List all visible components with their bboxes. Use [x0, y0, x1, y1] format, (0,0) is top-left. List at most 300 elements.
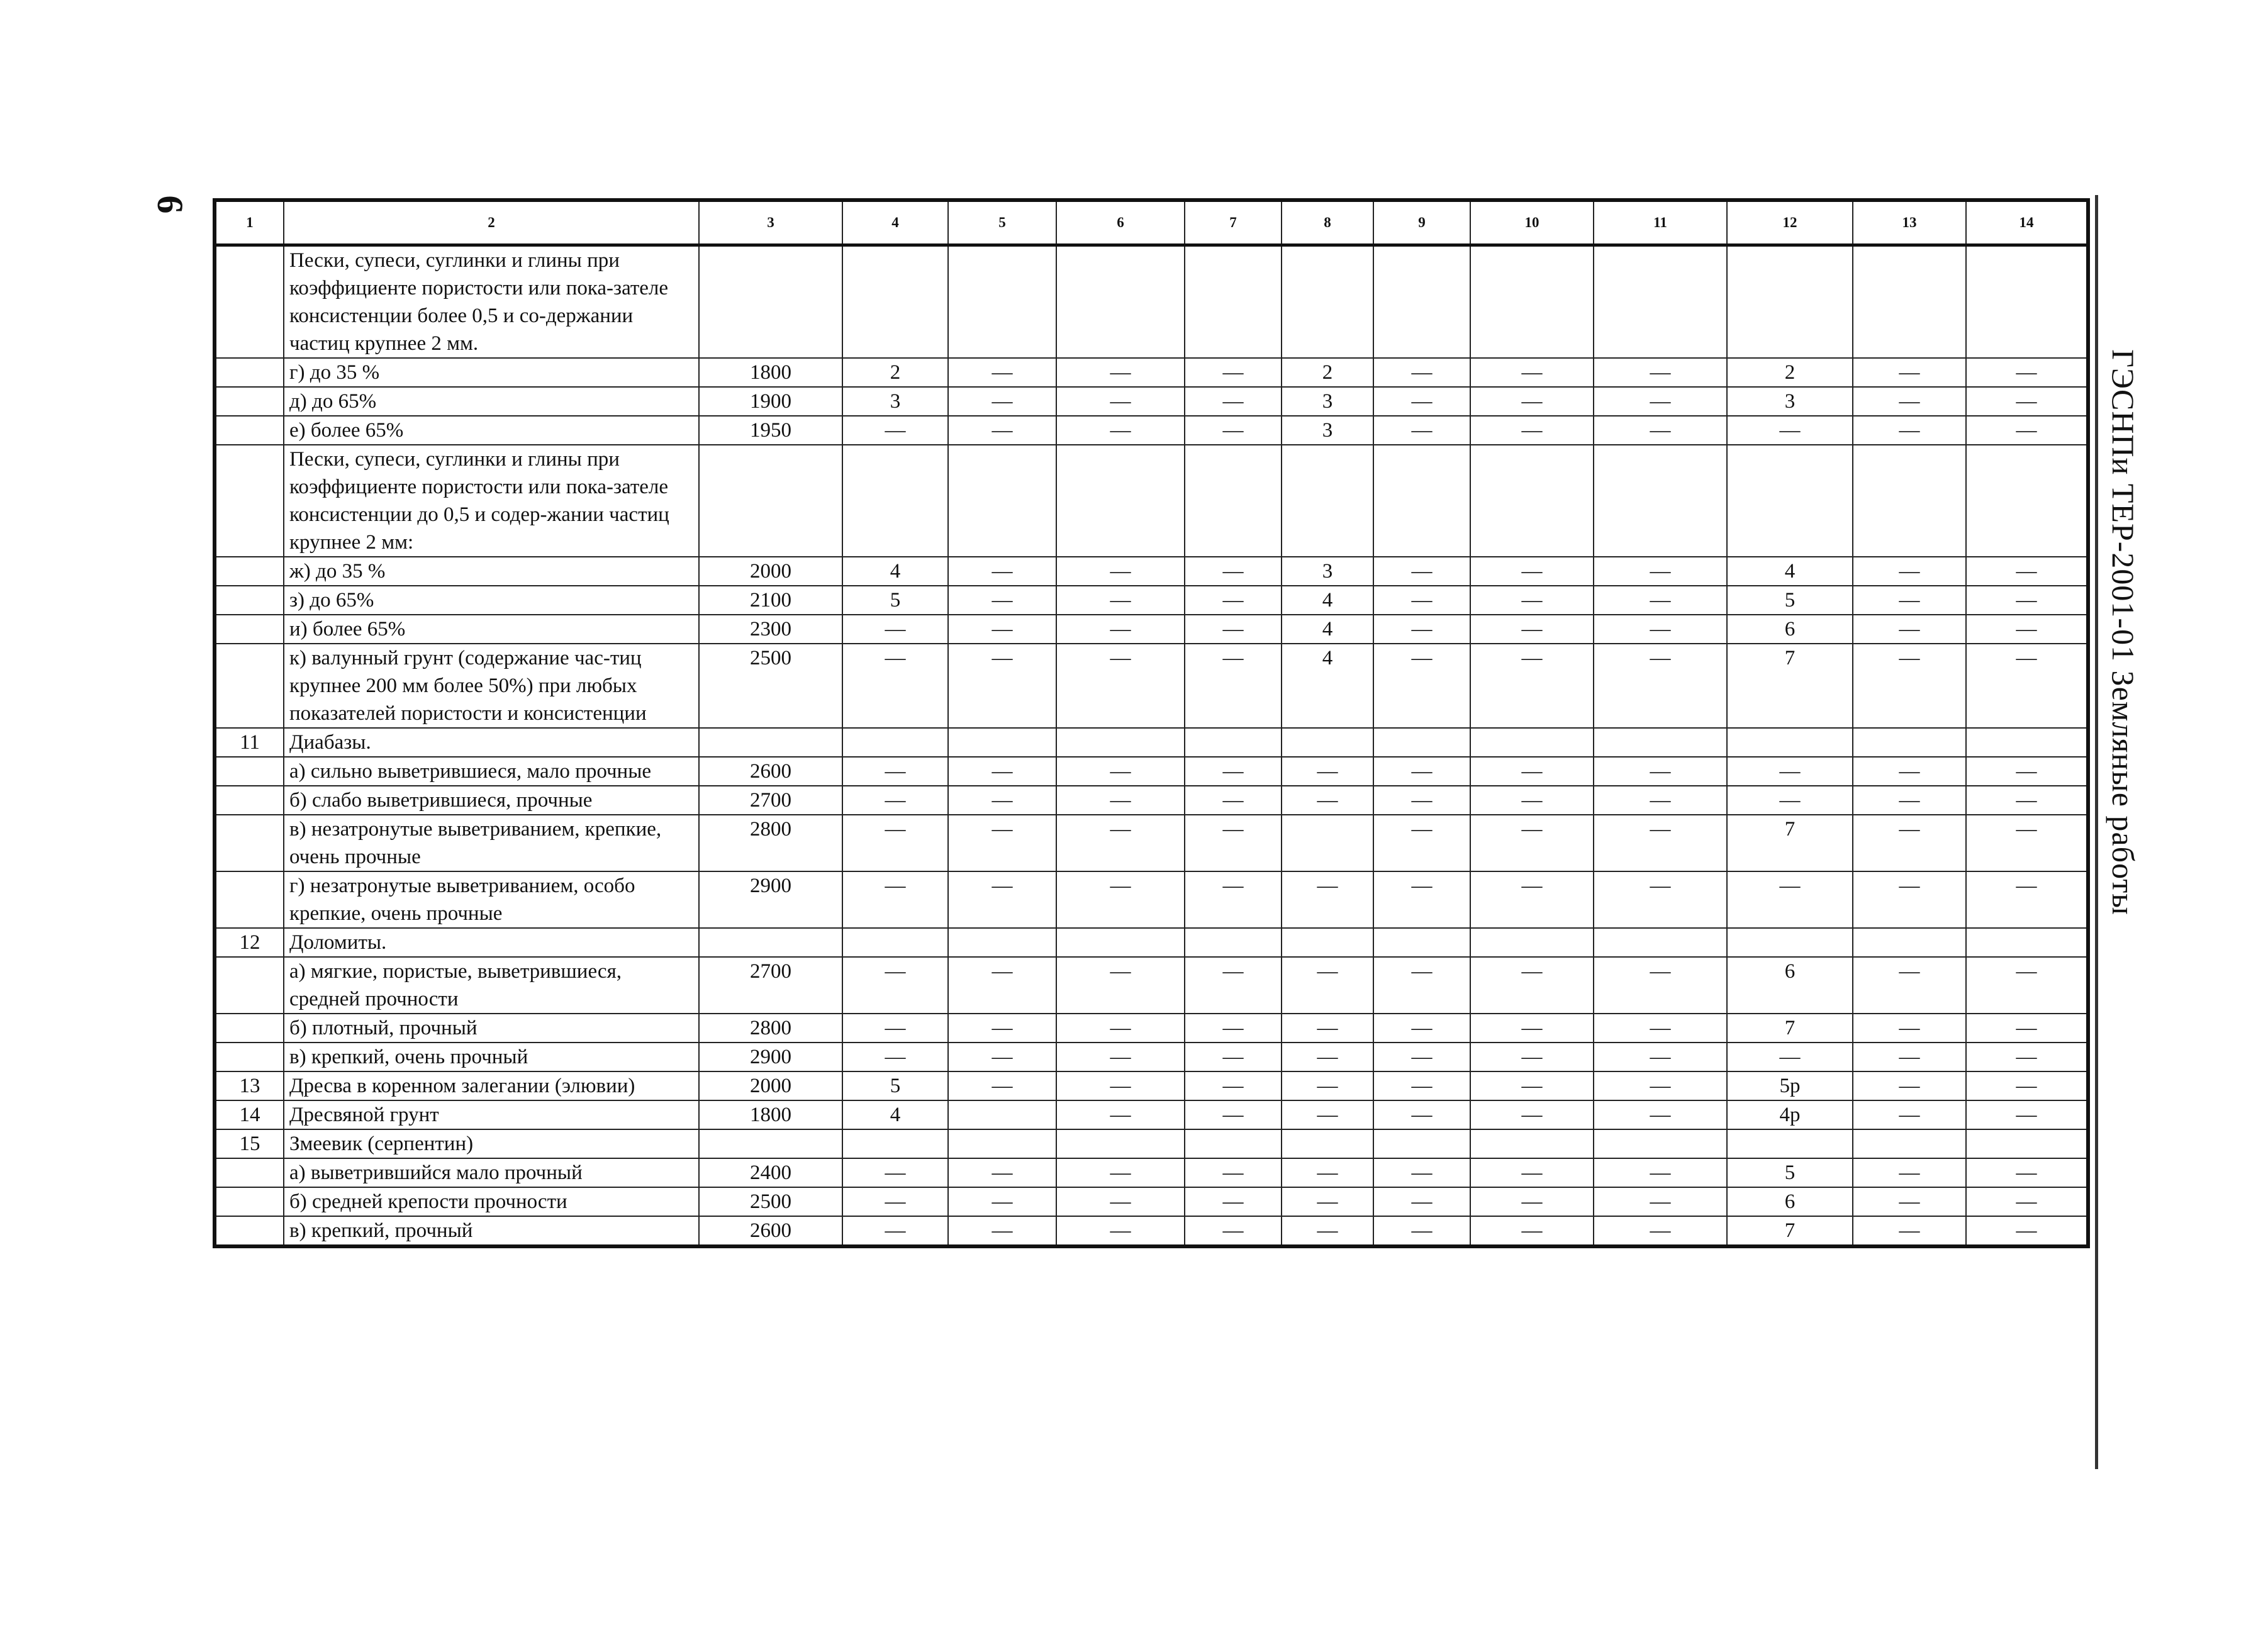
table-row: [215, 728, 2088, 757]
density-cell: 1950: [699, 416, 842, 445]
category-cell-col-9: —: [1373, 957, 1470, 1014]
category-cell-col-8: 3: [1282, 416, 1373, 445]
category-cell-col-13: —: [1853, 1014, 1966, 1043]
category-cell-col-7: —: [1185, 1043, 1282, 1071]
category-cell-col-12: 6: [1727, 957, 1853, 1014]
category-cell-col-4: [842, 1129, 948, 1158]
category-cell-col-6: —: [1056, 1216, 1185, 1246]
soil-name-cell: в) незатронутые выветриванием, крепкие, очень прочные: [284, 815, 699, 871]
category-cell-col-13: —: [1853, 387, 1966, 416]
density-cell: 2700: [699, 957, 842, 1014]
category-cell-col-4: [842, 245, 948, 359]
category-cell-col-12: 5: [1727, 586, 1853, 615]
density-cell: [699, 245, 842, 359]
category-cell-col-8: —: [1282, 871, 1373, 928]
category-cell-col-6: —: [1056, 358, 1185, 387]
category-cell-col-12: —: [1727, 1043, 1853, 1071]
category-cell-col-13: —: [1853, 815, 1966, 871]
category-cell-col-5: —: [948, 1158, 1056, 1187]
category-cell-col-13: —: [1853, 416, 1966, 445]
table-row: [215, 445, 2088, 557]
category-cell-col-14: —: [1966, 358, 2088, 387]
category-cell-col-7: —: [1185, 957, 1282, 1014]
category-cell-col-9: —: [1373, 358, 1470, 387]
category-cell-col-9: [1373, 728, 1470, 757]
category-cell-col-6: [1056, 445, 1185, 557]
category-cell-col-9: [1373, 1129, 1470, 1158]
category-cell-col-6: —: [1056, 557, 1185, 586]
category-cell-col-7: —: [1185, 358, 1282, 387]
density-cell: 2400: [699, 1158, 842, 1187]
category-cell-col-14: —: [1966, 1158, 2088, 1187]
table-body: [215, 200, 2088, 1246]
category-cell-col-7: [1185, 445, 1282, 557]
item-number-cell: [215, 387, 284, 416]
category-cell-col-9: —: [1373, 644, 1470, 728]
category-cell-col-6: [1056, 928, 1185, 957]
category-cell-col-8: —: [1282, 957, 1373, 1014]
soil-name-cell: и) более 65%: [284, 615, 699, 644]
category-cell-col-14: [1966, 1129, 2088, 1158]
density-cell: 2900: [699, 871, 842, 928]
category-cell-col-14: —: [1966, 1216, 2088, 1246]
table-row: [215, 1187, 2088, 1216]
item-number-cell: [215, 957, 284, 1014]
category-cell-col-11: [1594, 245, 1727, 359]
density-cell: 2000: [699, 557, 842, 586]
category-cell-col-12: 5: [1727, 1158, 1853, 1187]
category-cell-col-6: —: [1056, 1158, 1185, 1187]
category-cell-col-6: —: [1056, 786, 1185, 815]
category-cell-col-5: [948, 1100, 1056, 1129]
category-cell-col-4: 4: [842, 1100, 948, 1129]
category-cell-col-5: [948, 245, 1056, 359]
category-cell-col-11: —: [1594, 757, 1727, 786]
category-cell-col-12: 7: [1727, 644, 1853, 728]
category-cell-col-4: —: [842, 644, 948, 728]
category-cell-col-10: —: [1470, 1043, 1594, 1071]
item-number-cell: [215, 615, 284, 644]
soil-name-cell: г) до 35 %: [284, 358, 699, 387]
category-cell-col-7: —: [1185, 1187, 1282, 1216]
category-cell-col-5: —: [948, 358, 1056, 387]
category-cell-col-11: [1594, 928, 1727, 957]
category-cell-col-4: —: [842, 416, 948, 445]
category-cell-col-4: 2: [842, 358, 948, 387]
table-row: [215, 928, 2088, 957]
category-cell-col-9: —: [1373, 786, 1470, 815]
category-cell-col-9: —: [1373, 1043, 1470, 1071]
category-cell-col-13: —: [1853, 957, 1966, 1014]
category-cell-col-6: —: [1056, 757, 1185, 786]
category-cell-col-7: —: [1185, 786, 1282, 815]
category-cell-col-14: —: [1966, 757, 2088, 786]
category-cell-col-13: [1853, 445, 1966, 557]
category-cell-col-13: —: [1853, 1071, 1966, 1100]
category-cell-col-11: [1594, 445, 1727, 557]
item-number-cell: [215, 358, 284, 387]
column-number: 8: [1282, 200, 1373, 245]
category-cell-col-14: —: [1966, 615, 2088, 644]
category-cell-col-6: —: [1056, 871, 1185, 928]
category-cell-col-4: —: [842, 1158, 948, 1187]
category-cell-col-14: [1966, 728, 2088, 757]
category-cell-col-9: —: [1373, 586, 1470, 615]
category-cell-col-4: [842, 728, 948, 757]
running-header-text: ГЭСНПи ТЕР-2001-01 Земляные работы: [2106, 349, 2141, 915]
category-cell-col-14: [1966, 245, 2088, 359]
column-number: 13: [1853, 200, 1966, 245]
category-cell-col-8: —: [1282, 757, 1373, 786]
category-cell-col-5: —: [948, 586, 1056, 615]
category-cell-col-4: —: [842, 957, 948, 1014]
category-cell-col-4: —: [842, 1216, 948, 1246]
table-row: [215, 358, 2088, 387]
category-cell-col-12: 6: [1727, 1187, 1853, 1216]
soil-name-cell: Диабазы.: [284, 728, 699, 757]
category-cell-col-14: —: [1966, 557, 2088, 586]
table-row: [215, 387, 2088, 416]
category-cell-col-9: —: [1373, 557, 1470, 586]
category-cell-col-14: —: [1966, 644, 2088, 728]
category-cell-col-10: —: [1470, 416, 1594, 445]
category-cell-col-8: 4: [1282, 615, 1373, 644]
category-cell-col-5: —: [948, 786, 1056, 815]
category-cell-col-14: —: [1966, 871, 2088, 928]
category-cell-col-7: —: [1185, 644, 1282, 728]
category-cell-col-12: [1727, 928, 1853, 957]
category-cell-col-12: 7: [1727, 815, 1853, 871]
column-number: 9: [1373, 200, 1470, 245]
category-cell-col-9: [1373, 928, 1470, 957]
category-cell-col-8: —: [1282, 1071, 1373, 1100]
category-cell-col-6: —: [1056, 1100, 1185, 1129]
category-cell-col-9: —: [1373, 815, 1470, 871]
category-cell-col-14: —: [1966, 1100, 2088, 1129]
category-cell-col-8: —: [1282, 1216, 1373, 1246]
soil-name-cell: Дресвяной грунт: [284, 1100, 699, 1129]
category-cell-col-11: —: [1594, 815, 1727, 871]
category-cell-col-11: —: [1594, 1187, 1727, 1216]
category-cell-col-8: 3: [1282, 387, 1373, 416]
category-cell-col-4: —: [842, 757, 948, 786]
soil-name-cell: Пески, супеси, суглинки и глины при коэффициенте пористости или пока-зателе консистенции более 0,5 и со-держании частиц крупнее 2 мм.: [284, 245, 699, 359]
item-number-cell: [215, 445, 284, 557]
category-cell-col-8: 2: [1282, 358, 1373, 387]
column-number: 5: [948, 200, 1056, 245]
column-number: 12: [1727, 200, 1853, 245]
column-number: 4: [842, 200, 948, 245]
table-row: [215, 1014, 2088, 1043]
category-cell-col-8: 3: [1282, 557, 1373, 586]
category-cell-col-10: [1470, 728, 1594, 757]
category-cell-col-13: —: [1853, 586, 1966, 615]
category-cell-col-4: —: [842, 615, 948, 644]
category-cell-col-7: —: [1185, 1216, 1282, 1246]
category-cell-col-7: —: [1185, 586, 1282, 615]
category-cell-col-10: —: [1470, 1014, 1594, 1043]
category-cell-col-13: —: [1853, 358, 1966, 387]
category-cell-col-13: —: [1853, 644, 1966, 728]
category-cell-col-13: —: [1853, 1216, 1966, 1246]
category-cell-col-6: —: [1056, 1014, 1185, 1043]
category-cell-col-9: [1373, 445, 1470, 557]
category-cell-col-10: —: [1470, 1187, 1594, 1216]
item-number-cell: [215, 815, 284, 871]
category-cell-col-4: [842, 445, 948, 557]
density-cell: 2500: [699, 644, 842, 728]
category-cell-col-7: —: [1185, 1100, 1282, 1129]
category-cell-col-7: —: [1185, 1014, 1282, 1043]
soil-name-cell: Дресва в коренном залегании (элювии): [284, 1071, 699, 1100]
table-row: [215, 786, 2088, 815]
category-cell-col-5: —: [948, 557, 1056, 586]
category-cell-col-9: —: [1373, 757, 1470, 786]
table-row: [215, 1100, 2088, 1129]
category-cell-col-10: —: [1470, 358, 1594, 387]
soil-name-cell: а) выветрившийся мало прочный: [284, 1158, 699, 1187]
category-cell-col-8: —: [1282, 1187, 1373, 1216]
category-cell-col-4: 3: [842, 387, 948, 416]
category-cell-col-10: —: [1470, 586, 1594, 615]
item-number-cell: [215, 416, 284, 445]
soil-name-cell: д) до 65%: [284, 387, 699, 416]
category-cell-col-10: —: [1470, 644, 1594, 728]
table-row: [215, 644, 2088, 728]
soil-name-cell: в) крепкий, очень прочный: [284, 1043, 699, 1071]
category-cell-col-7: —: [1185, 1071, 1282, 1100]
category-cell-col-8: 4: [1282, 644, 1373, 728]
category-cell-col-12: 4: [1727, 557, 1853, 586]
category-cell-col-7: —: [1185, 1158, 1282, 1187]
category-cell-col-11: —: [1594, 1014, 1727, 1043]
item-number-cell: [215, 1216, 284, 1246]
column-number: 6: [1056, 200, 1185, 245]
category-cell-col-11: —: [1594, 1071, 1727, 1100]
category-cell-col-11: —: [1594, 1158, 1727, 1187]
density-cell: 2800: [699, 1014, 842, 1043]
table-row: [215, 871, 2088, 928]
category-cell-col-10: —: [1470, 957, 1594, 1014]
table-row: [215, 245, 2088, 359]
item-number-cell: [215, 1158, 284, 1187]
category-cell-col-10: —: [1470, 557, 1594, 586]
category-cell-col-5: [948, 445, 1056, 557]
density-cell: 1800: [699, 1100, 842, 1129]
category-cell-col-14: —: [1966, 815, 2088, 871]
category-cell-col-9: —: [1373, 1158, 1470, 1187]
category-cell-col-12: —: [1727, 757, 1853, 786]
soil-name-cell: Доломиты.: [284, 928, 699, 957]
category-cell-col-4: —: [842, 1187, 948, 1216]
column-number: 2: [284, 200, 699, 245]
category-cell-col-8: 4: [1282, 586, 1373, 615]
category-cell-col-7: —: [1185, 871, 1282, 928]
category-cell-col-10: —: [1470, 615, 1594, 644]
soil-name-cell: г) незатронутые выветриванием, особо крепкие, очень прочные: [284, 871, 699, 928]
category-cell-col-5: —: [948, 1216, 1056, 1246]
category-cell-col-10: —: [1470, 815, 1594, 871]
category-cell-col-8: [1282, 815, 1373, 871]
table-row: [215, 1216, 2088, 1246]
category-cell-col-14: —: [1966, 1071, 2088, 1100]
category-cell-col-9: —: [1373, 1216, 1470, 1246]
category-cell-col-10: —: [1470, 1158, 1594, 1187]
soil-name-cell: к) валунный грунт (содержание час-тиц крупнее 200 мм более 50%) при любых показателей пористости и консистенции: [284, 644, 699, 728]
category-cell-col-8: [1282, 245, 1373, 359]
category-cell-col-8: [1282, 928, 1373, 957]
density-cell: 2800: [699, 815, 842, 871]
soil-name-cell: а) сильно выветрившиеся, мало прочные: [284, 757, 699, 786]
category-cell-col-8: —: [1282, 1158, 1373, 1187]
category-cell-col-12: —: [1727, 871, 1853, 928]
category-cell-col-13: [1853, 1129, 1966, 1158]
item-number-cell: [215, 1014, 284, 1043]
density-cell: [699, 1129, 842, 1158]
category-cell-col-12: [1727, 245, 1853, 359]
category-cell-col-6: —: [1056, 416, 1185, 445]
category-cell-col-7: —: [1185, 615, 1282, 644]
column-number: 1: [215, 200, 284, 245]
item-number-cell: [215, 586, 284, 615]
category-cell-col-13: —: [1853, 1187, 1966, 1216]
category-cell-col-7: —: [1185, 387, 1282, 416]
density-cell: [699, 445, 842, 557]
category-cell-col-5: —: [948, 957, 1056, 1014]
soil-name-cell: в) крепкий, прочный: [284, 1216, 699, 1246]
category-cell-col-7: —: [1185, 416, 1282, 445]
category-cell-col-9: —: [1373, 1187, 1470, 1216]
category-cell-col-6: —: [1056, 644, 1185, 728]
density-cell: [699, 928, 842, 957]
table-row: [215, 1043, 2088, 1071]
category-cell-col-6: —: [1056, 615, 1185, 644]
density-cell: 2000: [699, 1071, 842, 1100]
category-cell-col-14: —: [1966, 387, 2088, 416]
category-cell-col-10: —: [1470, 387, 1594, 416]
category-cell-col-11: —: [1594, 957, 1727, 1014]
table-row: [215, 815, 2088, 871]
category-cell-col-13: —: [1853, 871, 1966, 928]
density-cell: 1800: [699, 358, 842, 387]
category-cell-col-11: —: [1594, 1043, 1727, 1071]
category-cell-col-8: —: [1282, 1043, 1373, 1071]
column-number: 11: [1594, 200, 1727, 245]
item-number-cell: 13: [215, 1071, 284, 1100]
item-number-cell: [215, 871, 284, 928]
category-cell-col-13: [1853, 245, 1966, 359]
category-cell-col-9: —: [1373, 416, 1470, 445]
category-cell-col-7: [1185, 245, 1282, 359]
category-cell-col-9: —: [1373, 871, 1470, 928]
category-cell-col-11: —: [1594, 615, 1727, 644]
category-cell-col-11: —: [1594, 1100, 1727, 1129]
category-cell-col-8: [1282, 728, 1373, 757]
category-cell-col-14: —: [1966, 1043, 2088, 1071]
item-number-cell: 14: [215, 1100, 284, 1129]
category-cell-col-7: —: [1185, 757, 1282, 786]
item-number-cell: [215, 1043, 284, 1071]
item-number-cell: [215, 757, 284, 786]
category-cell-col-4: —: [842, 871, 948, 928]
soil-name-cell: Пески, супеси, суглинки и глины при коэффициенте пористости или пока-зателе консистенции до 0,5 и содер-жании частиц крупнее 2 мм:: [284, 445, 699, 557]
category-cell-col-11: —: [1594, 871, 1727, 928]
soil-name-cell: а) мягкие, пористые, выветрившиеся, средней прочности: [284, 957, 699, 1014]
soil-name-cell: б) плотный, прочный: [284, 1014, 699, 1043]
category-cell-col-8: —: [1282, 786, 1373, 815]
category-cell-col-7: [1185, 1129, 1282, 1158]
category-cell-col-12: 7: [1727, 1216, 1853, 1246]
category-cell-col-6: —: [1056, 1071, 1185, 1100]
column-number-row: [215, 200, 2088, 245]
category-cell-col-4: —: [842, 786, 948, 815]
category-cell-col-8: —: [1282, 1100, 1373, 1129]
category-cell-col-13: [1853, 928, 1966, 957]
category-cell-col-10: —: [1470, 1071, 1594, 1100]
category-cell-col-9: —: [1373, 615, 1470, 644]
category-cell-col-11: —: [1594, 1216, 1727, 1246]
category-cell-col-10: —: [1470, 757, 1594, 786]
table-row: [215, 1158, 2088, 1187]
category-cell-col-6: —: [1056, 387, 1185, 416]
category-cell-col-5: —: [948, 757, 1056, 786]
category-cell-col-5: —: [948, 1071, 1056, 1100]
category-cell-col-12: 7: [1727, 1014, 1853, 1043]
item-number-cell: [215, 245, 284, 359]
category-cell-col-4: [842, 928, 948, 957]
soil-name-cell: Змеевик (серпентин): [284, 1129, 699, 1158]
category-cell-col-13: —: [1853, 1158, 1966, 1187]
category-cell-col-11: [1594, 1129, 1727, 1158]
category-cell-col-5: —: [948, 815, 1056, 871]
category-cell-col-8: —: [1282, 1014, 1373, 1043]
category-cell-col-12: [1727, 728, 1853, 757]
category-cell-col-11: —: [1594, 586, 1727, 615]
category-cell-col-14: [1966, 445, 2088, 557]
category-cell-col-6: —: [1056, 815, 1185, 871]
soil-name-cell: б) средней крепости прочности: [284, 1187, 699, 1216]
category-cell-col-13: —: [1853, 1043, 1966, 1071]
category-cell-col-6: [1056, 728, 1185, 757]
table-row: [215, 1129, 2088, 1158]
table-row: [215, 586, 2088, 615]
column-number: 7: [1185, 200, 1282, 245]
category-cell-col-5: —: [948, 871, 1056, 928]
table-row: [215, 957, 2088, 1014]
category-cell-col-13: —: [1853, 557, 1966, 586]
category-cell-col-13: —: [1853, 757, 1966, 786]
category-cell-col-11: —: [1594, 557, 1727, 586]
category-cell-col-12: 4р: [1727, 1100, 1853, 1129]
category-cell-col-10: —: [1470, 1100, 1594, 1129]
category-cell-col-11: —: [1594, 416, 1727, 445]
column-number: 10: [1470, 200, 1594, 245]
item-number-cell: 15: [215, 1129, 284, 1158]
density-cell: 2600: [699, 1216, 842, 1246]
category-cell-col-13: [1853, 728, 1966, 757]
item-number-cell: 12: [215, 928, 284, 957]
category-cell-col-5: —: [948, 1187, 1056, 1216]
category-cell-col-11: —: [1594, 387, 1727, 416]
category-cell-col-7: —: [1185, 815, 1282, 871]
soil-name-cell: з) до 65%: [284, 586, 699, 615]
category-cell-col-4: 5: [842, 586, 948, 615]
category-cell-col-9: —: [1373, 1100, 1470, 1129]
category-cell-col-10: [1470, 245, 1594, 359]
category-cell-col-5: [948, 728, 1056, 757]
category-cell-col-12: 6: [1727, 615, 1853, 644]
category-cell-col-9: [1373, 245, 1470, 359]
